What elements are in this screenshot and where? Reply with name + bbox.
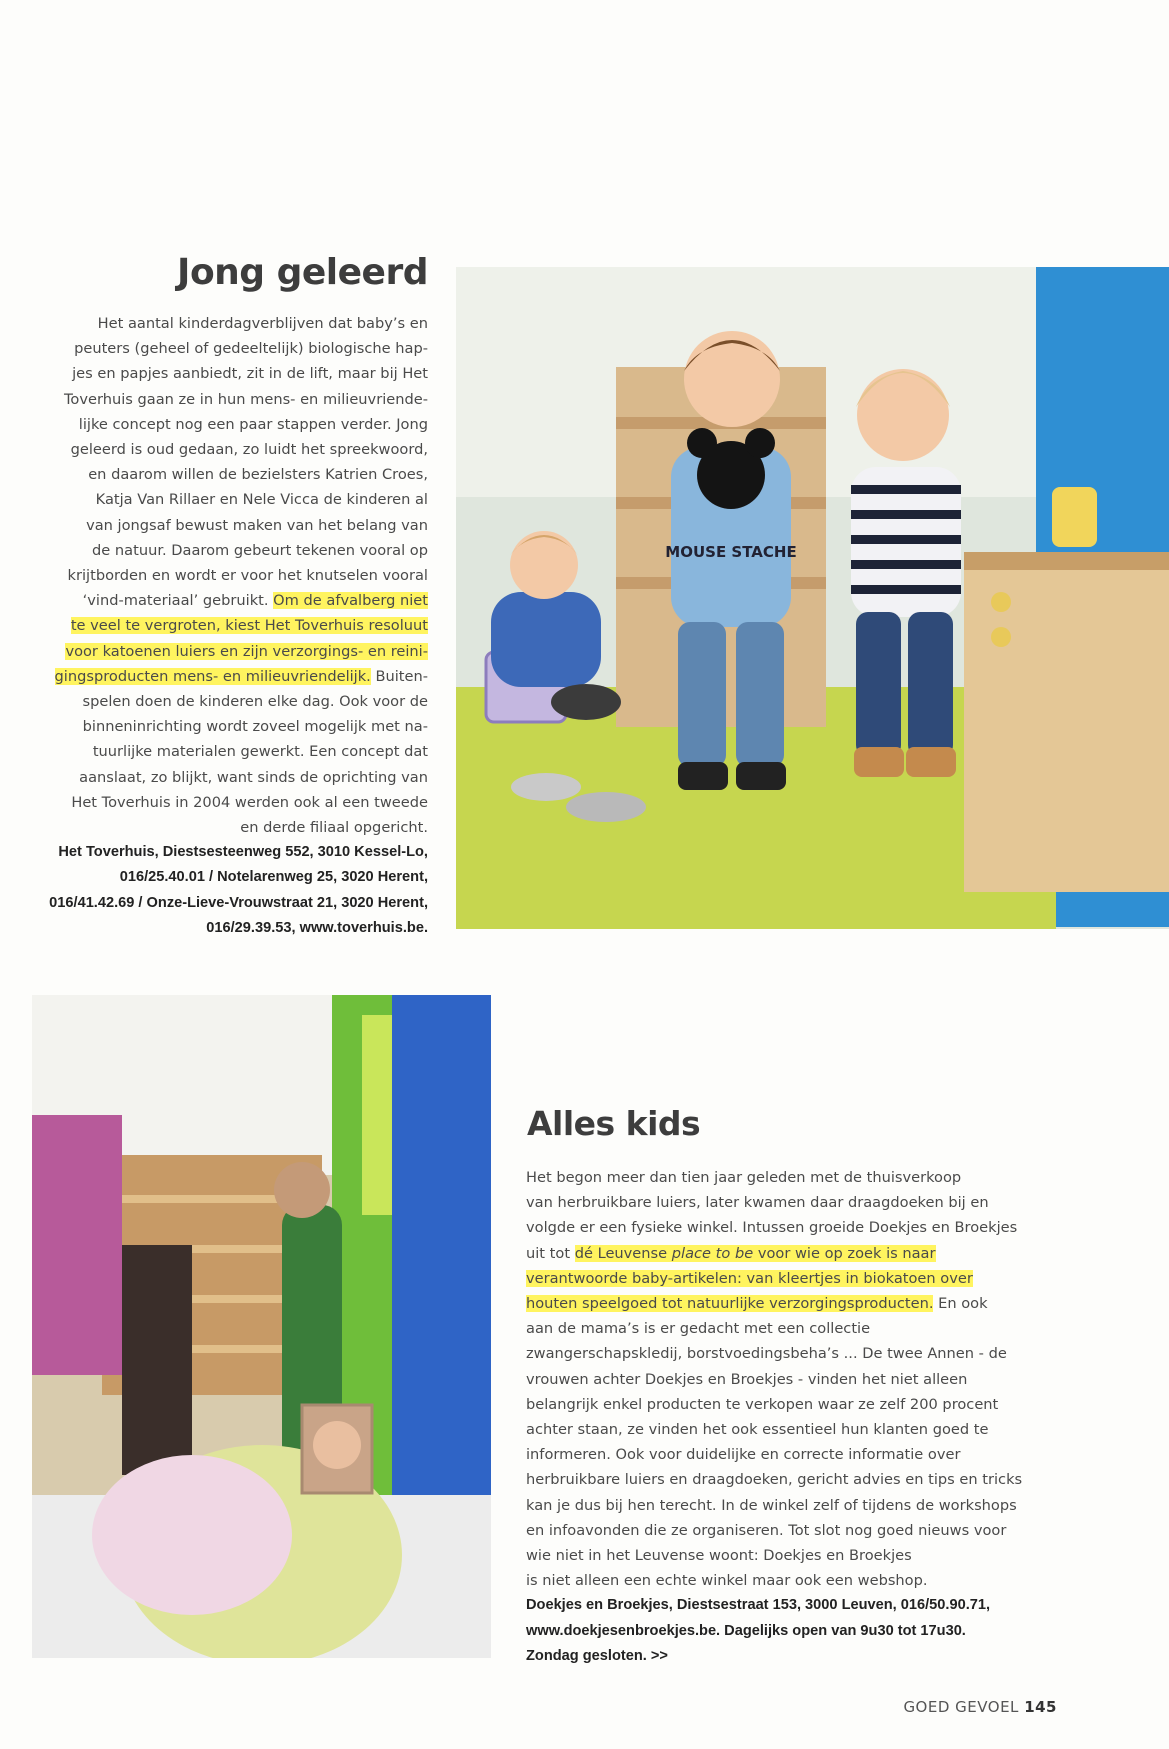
text-segment: dé Leuvense (574, 1244, 672, 1262)
highlighted-text: Om de afvalberg niet (273, 592, 428, 610)
text-line (20, 613, 428, 638)
text-line (20, 588, 428, 613)
text-line: belangrijk enkel producten te verkopen waar ze zelf 200 procent (526, 1395, 999, 1413)
text-line: zwangerschapskledij, borstvoedingsbeha’s ... De twee Annen - de (526, 1345, 1007, 1363)
text-line: en daarom willen de bezielsters Katrien Croes, (88, 466, 428, 484)
text-line: Katja Van Rillaer en Nele Vicca de kinderen al (95, 491, 428, 509)
text-line: Het aantal kinderdagverblijven dat baby’s en (97, 315, 428, 332)
highlighted-text (575, 1245, 936, 1262)
text-segment: ‘vind-materiaal’ gebruikt. (82, 592, 269, 610)
highlighted-text: verantwoorde baby-artikelen: van kleertjes in biokatoen over (526, 1269, 973, 1287)
text-line: lijke concept nog een paar stappen verder. Jong (78, 415, 428, 433)
text-line: aan de mama’s is er gedacht met een collectie (526, 1320, 871, 1338)
text-line: tuurlijke materialen gewerkt. Een concept dat (92, 743, 428, 761)
text-line: en derde filiaal opgericht. (240, 819, 428, 837)
contact-line: 016/29.39.53, www.toverhuis.be. (206, 919, 428, 936)
text-line: spelen doen de kinderen elke dag. Ook voor de (82, 693, 428, 711)
text-line: kan je dus bij hen terecht. In de winkel zelf of tijdens de workshops (526, 1496, 1017, 1514)
text-line: krijtborden en wordt er voor het knutselen vooral (67, 567, 428, 585)
page-number: 145 (1024, 1698, 1057, 1716)
text-line (20, 639, 428, 664)
contact-line: 016/25.40.01 / Notelarenweg 25, 3020 Herent, (119, 869, 428, 886)
photo-children-playing (456, 267, 1169, 929)
text-line: aanslaat, zo blijkt, want sinds de oprichting van (79, 768, 428, 786)
text-line: is niet alleen een echte winkel maar ook een webshop. (526, 1572, 928, 1590)
text-line (526, 1291, 1026, 1316)
text-line: jes en papjes aanbiedt, zit in de lift, maar bij Het (72, 365, 428, 383)
text-line (20, 664, 428, 689)
photo-baby-shop-illustration (32, 995, 491, 1658)
article-body-jong-geleerd (20, 311, 428, 941)
text-line: van jongsaf bewust maken van het belang van (86, 516, 428, 534)
text-line: binneninrichting wordt zoveel mogelijk met na- (82, 718, 428, 736)
contact-line: Zondag gesloten. >> (526, 1647, 668, 1664)
text-line: informeren. Ook voor duidelijke en correcte informatie over (526, 1446, 961, 1464)
text-line: en infoavonden die ze organiseren. Tot slot nog goed nieuws voor (526, 1521, 1007, 1539)
contact-line: Doekjes en Broekjes, Diestsestraat 153, 3000 Leuven, 016/50.90.71, (526, 1597, 991, 1614)
page-footer (903, 1698, 1057, 1716)
contact-line: Het Toverhuis, Diestsesteenweg 552, 3010 Kessel-Lo, (58, 844, 428, 861)
highlighted-text: houten speelgoed tot natuurlijke verzorgingsproducten. (526, 1295, 934, 1313)
contact-line: www.doekjesenbroekjes.be. Dagelijks open van 9u30 tot 17u30. (526, 1622, 966, 1639)
text-line: geleerd is oud gedaan, zo luidt het spreekwoord, (70, 441, 428, 459)
contact-line: 016/41.42.69 / Onze-Lieve-Vrouwstraat 21, 3020 Herent, (49, 894, 428, 911)
text-line: wie niet in het Leuvense woont: Doekjes en Broekjes (526, 1547, 912, 1565)
text-line: achter staan, ze vinden het ook essentieel hun klanten goed te (526, 1421, 989, 1439)
text-line: herbruikbare luiers en draagdoeken, gericht advies en tips en tricks (526, 1471, 1023, 1489)
highlighted-text: voor katoenen luiers en zijn verzorgings- en reini- (65, 642, 428, 660)
text-segment: Buiten- (370, 667, 428, 685)
text-line: de natuur. Daarom gebeurt tekenen vooral op (92, 541, 428, 559)
text-segment: voor wie op zoek is naar (753, 1244, 936, 1262)
highlighted-text: gingsproducten mens- en milieuvriendelijk. (54, 667, 371, 685)
text-line: van herbruikbare luiers, later kwamen daar draagdoeken bij en (526, 1194, 989, 1212)
text-line: vrouwen achter Doekjes en Broekjes - vinden het niet alleen (526, 1370, 968, 1388)
text-line: Toverhuis gaan ze in hun mens- en milieuvriende- (63, 390, 428, 408)
article-title-alles-kids: Alles kids (527, 1104, 701, 1143)
article-body-alles-kids (526, 1165, 1026, 1669)
photo-children-playing-illustration (456, 267, 1169, 929)
text-line: volgde er een fysieke winkel. Intussen groeide Doekjes en Broekjes (526, 1219, 1018, 1237)
text-segment: En ook (933, 1295, 988, 1313)
shirt-print-text: MOUSE STACHE (665, 543, 797, 561)
text-line (526, 1266, 1026, 1291)
text-line: Het begon meer dan tien jaar geleden met de thuisverkoop (526, 1169, 962, 1186)
magazine-name: GOED GEVOEL (903, 1698, 1019, 1716)
text-line: peuters (geheel of gedeeltelijk) biologische hap- (74, 340, 428, 358)
text-line: Het Toverhuis in 2004 werden ook al een tweede (71, 793, 428, 811)
text-segment: uit tot (526, 1244, 575, 1262)
emphasized-text: place to be (671, 1244, 754, 1262)
photo-baby-shop (32, 995, 491, 1658)
highlighted-text: te veel te vergroten, kiest Het Toverhuis resoluut (70, 617, 428, 635)
text-line (526, 1241, 1026, 1266)
article-title-jong-geleerd: Jong geleerd (177, 252, 428, 293)
